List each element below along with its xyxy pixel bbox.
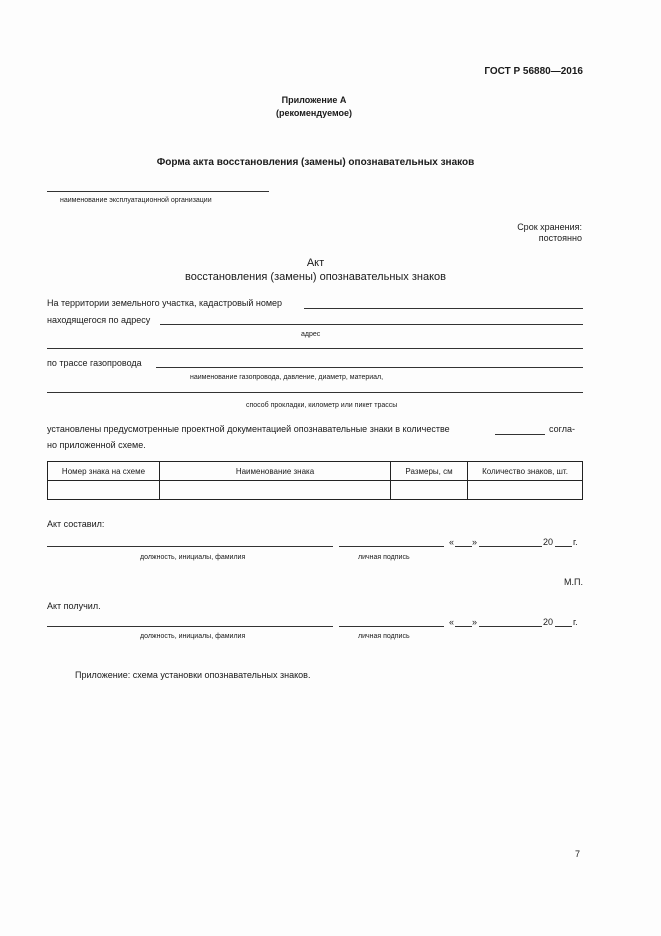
stamp-mark: М.П. <box>564 577 583 587</box>
received-day-line <box>455 626 472 627</box>
compiled-year-prefix: 20 <box>543 537 554 547</box>
col-mark-name: Наименование знака <box>160 462 391 481</box>
compiled-day-line <box>455 546 472 547</box>
pipeline-label: по трассе газопровода <box>47 358 142 368</box>
form-title: Форма акта восстановления (замены) опознавательных знаков <box>156 157 475 168</box>
compiled-sign-line <box>339 546 444 547</box>
received-name-line <box>47 626 333 627</box>
compiled-year-line <box>555 546 572 547</box>
compiled-date-open: « <box>449 537 455 547</box>
appendix-note: (рекомендуемое) <box>276 108 352 118</box>
address-line-2 <box>47 348 583 349</box>
compiled-name-caption: должность, инициалы, фамилия <box>140 554 246 561</box>
received-month-line <box>479 626 542 627</box>
compiled-month-line <box>479 546 542 547</box>
act-subtitle: восстановления (замены) опознавательных знаков <box>184 271 446 283</box>
received-date-close: » <box>472 617 478 627</box>
org-name-caption: наименование эксплуатационной организации <box>60 197 212 204</box>
standard-number: ГОСТ Р 56880—2016 <box>484 66 583 77</box>
appendix-title: Приложение А <box>281 95 347 105</box>
table-row <box>48 481 583 500</box>
installed-text-line1: установлены предусмотренные проектной документацией опознавательные знаки в количестве <box>47 424 450 434</box>
attachment-note: Приложение: схема установки опознавательных знаков. <box>75 670 311 680</box>
col-quantity: Количество знаков, шт. <box>468 462 583 481</box>
pipeline-line <box>156 367 583 368</box>
table-cell[interactable] <box>391 481 468 500</box>
installed-text-line2: но приложенной схеме. <box>47 440 146 450</box>
table-header-row <box>48 462 583 481</box>
table-cell[interactable] <box>468 481 583 500</box>
count-line <box>495 434 545 435</box>
col-size: Размеры, см <box>391 462 468 481</box>
marks-table <box>47 461 583 500</box>
received-sign-line <box>339 626 444 627</box>
act-title: Акт <box>306 257 325 269</box>
compiled-name-line <box>47 546 333 547</box>
col-mark-number: Номер знака на схеме <box>48 462 160 481</box>
received-date-open: « <box>449 617 455 627</box>
compiled-date-close: » <box>472 537 478 547</box>
compiled-sign-caption: личная подпись <box>358 554 410 561</box>
compiled-year-suffix: г. <box>573 537 578 547</box>
method-caption: способ прокладки, километр или пикет трассы <box>246 402 398 409</box>
received-name-caption: должность, инициалы, фамилия <box>140 633 246 640</box>
received-year-suffix: г. <box>573 617 578 627</box>
method-line <box>47 392 583 393</box>
installed-text-line1-end: согла- <box>549 424 575 434</box>
page-number: 7 <box>574 849 580 859</box>
plot-label: На территории земельного участка, кадастровый номер <box>47 298 283 308</box>
received-year-line <box>555 626 572 627</box>
retention-label: Срок хранения: <box>517 222 582 232</box>
pipeline-caption: наименование газопровода, давление, диаметр, материал, <box>190 374 384 381</box>
table-cell[interactable] <box>48 481 160 500</box>
address-line <box>160 324 583 325</box>
org-name-line <box>47 191 269 192</box>
received-year-prefix: 20 <box>543 617 554 627</box>
address-caption: адрес <box>301 331 321 338</box>
table-cell[interactable] <box>160 481 391 500</box>
retention-value: постоянно <box>538 233 582 243</box>
address-label: находящегося по адресу <box>47 315 151 325</box>
plot-number-line <box>304 308 583 309</box>
compiled-label: Акт составил: <box>47 519 105 529</box>
received-label: Акт получил. <box>47 601 101 611</box>
received-sign-caption: личная подпись <box>358 633 410 640</box>
